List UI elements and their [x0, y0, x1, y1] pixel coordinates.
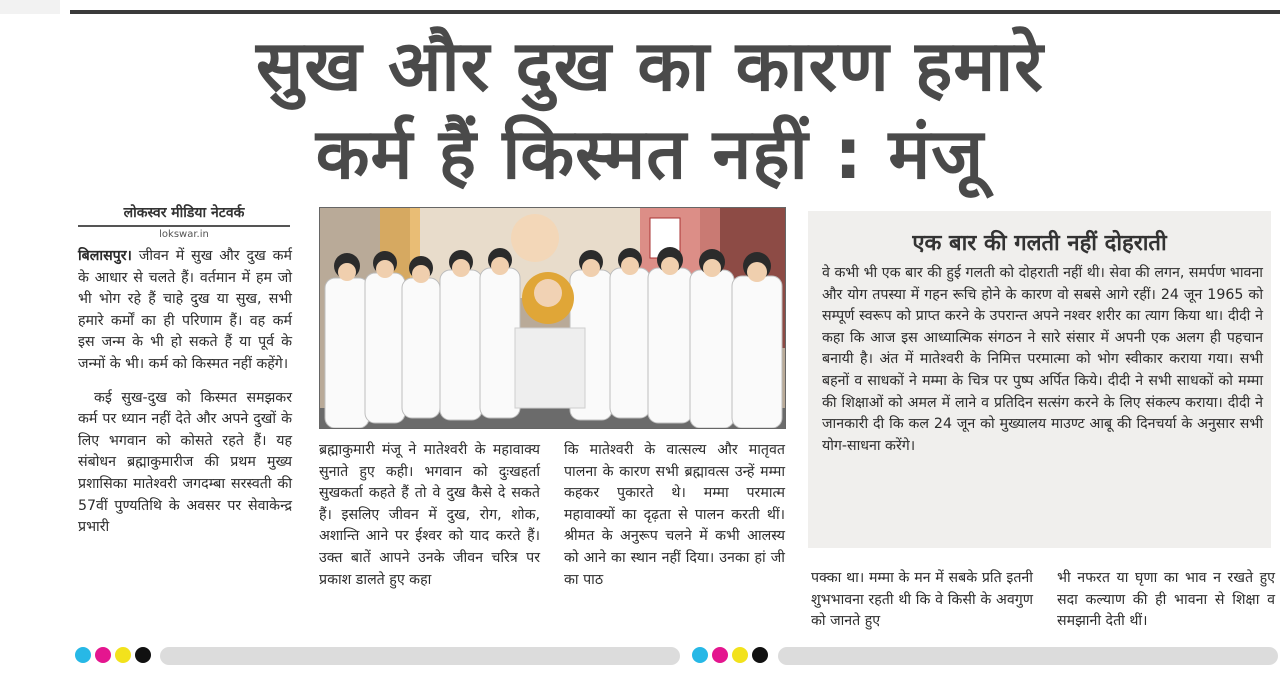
byline-rule — [78, 225, 290, 227]
registration-dot-magenta-2 — [712, 647, 728, 663]
event-photo — [319, 207, 786, 429]
article-column-4: पक्का था। मम्मा के मन में सबके प्रति इतनी शुभभावना रहती थी कि वे किसी के अवगुण को जानते हुए — [811, 570, 1033, 630]
registration-dot-yellow-2 — [732, 647, 748, 663]
headline-line-1: सुख और दुख का कारण हमारे — [256, 25, 1044, 107]
photo-illustration — [320, 208, 786, 429]
registration-dot-yellow — [115, 647, 131, 663]
article-column-1 — [78, 246, 292, 539]
registration-dot-black — [135, 647, 151, 663]
article-column-5: भी नफरत या घृणा का भाव न रखते हुए सदा कल्याण की ही भावना से शिक्षा व समझानी देती थीं। — [1057, 570, 1275, 630]
article-column-2: ब्रह्माकुमारी मंजू ने मातेश्वरी के महावाक्य सुनाते हुए कही। भगवान को दुःखहर्ता सुखकर्ता कहते हैं तो वे दुख कैसे दे सकते हैं। इसलिए जीवन में दुख, रोग, शोक, अशान्ति आने पर ईश्वर को याद करते हैं। उक्त बातें आपने उनके जीवन चरित्र पर प्रकाश डालते हुए कहा — [319, 442, 540, 588]
box-title: एक बार की गलती नहीं दोहराती — [912, 231, 1167, 256]
byline-network: लोकस्वर मीडिया नेटवर्क — [123, 205, 245, 221]
column1-paragraph-1 — [78, 246, 292, 376]
column1-paragraph-2: कई सुख-दुख को किस्मत समझकर कर्म पर ध्यान नहीं देते और अपने दुखों के लिए भगवान को कोसते रहते हैं। यह संबोधन ब्रह्माकुमारीज की प्रथम मुख्य प्रशासिका मातेश्वरी जगदम्बा सरस्वती की 57वीं पुण्यतिथि के अवसर पर सेवाकेन्द्र प्रभारी — [78, 389, 292, 536]
registration-dot-black-2 — [752, 647, 768, 663]
headline — [40, 22, 1260, 198]
footer-bar-left — [160, 647, 680, 665]
dateline-place: बिलासपुर। — [78, 248, 132, 264]
article-column-3: कि मातेश्वरी के वात्सल्य और मातृवत पालना के कारण सभी ब्रह्मावत्स उन्हें मम्मा कहकर पुकारते थे। मम्मा परमात्म महावाक्यों का दृढ़ता से पालन करती थीं। श्रीमत के अनुरूप चलने में कभी आलस्य को आने का स्थान नहीं दिया। उनका हां जी का पाठ — [564, 442, 785, 588]
top-rule — [70, 10, 1280, 14]
sidebar-box — [808, 211, 1271, 548]
footer-bar-right — [778, 647, 1278, 665]
registration-dot-cyan-2 — [692, 647, 708, 663]
box-body: वे कभी भी एक बार की हुई गलती को दोहराती नहीं थी। सेवा की लगन, समर्पण भावना और योग तपस्या में गहन रूचि होने के कारण वो सबसे आगे रहीं। 24 जून 1965 को सम्पूर्ण स्वरूप को प्राप्त करने के उपरान्त अपने नश्वर शरीर का त्याग किया था। दीदी ने कहा कि आज इस आध्यात्मिक संगठन ने सारे संसार में अपनी एक अलग ही पहचान बनायी है। अंत में मातेश्वरी के निमित्त परमात्मा को भोग स्वीकार कराया गया। सभी बहनों व साधकों ने मम्मा के चित्र पर पुष्प अर्पित किये। दीदी ने सभी साधकों को मम्मा की शिक्षाओं को अमल में लाने व प्रतिदिन सत्संग करने के लिए संकल्प कराया। दीदी ने जानकारी दी कि कल 24 जून को मुख्यालय माउण्ट आबू की दिनचर्या के अनुसार सभी योग-साधना करेंगे। — [822, 265, 1263, 454]
page-corner — [0, 0, 60, 14]
headline-line-2: कर्म हैं किस्मत नहीं : मंजू — [315, 113, 985, 195]
byline — [78, 203, 290, 240]
registration-dot-magenta — [95, 647, 111, 663]
column1-p1: जीवन में सुख और दुख कर्म के आधार से चलते हैं। वर्तमान में हम जो भी भोग रहे हैं चाहे दुख या सुख, सभी हमारे कर्मों का ही परिणाम हैं। वह कर्म इस जन्म के भी हो सकते हैं या पूर्व के जन्मों के भी। कर्म को किस्मत नहीं कहेंगे। — [78, 248, 292, 372]
registration-dot-cyan — [75, 647, 91, 663]
byline-website: lokswar.in — [159, 229, 209, 240]
